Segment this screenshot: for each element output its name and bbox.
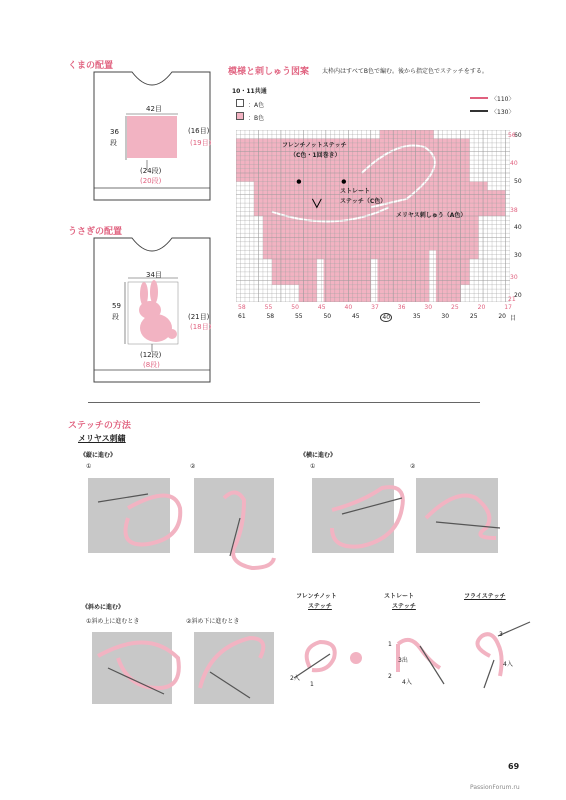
- bottom-pink-50: 50: [291, 304, 299, 311]
- ann-meriyasu: メリヤス刺しゅう（A色）: [396, 212, 467, 219]
- bottom-pink-17: 17: [504, 304, 512, 311]
- french-label-1: フレンチノット: [296, 593, 337, 600]
- bottom-black-58: 58: [266, 313, 275, 320]
- straight-1: 1: [388, 641, 392, 648]
- ann-straight-1: ストレート: [340, 188, 371, 195]
- bear-right-label-pink: (19目): [190, 139, 212, 147]
- bear-bottom-label-pink: (20段): [140, 177, 162, 185]
- chart-section-title: 模様と刺しゅう図案: [228, 67, 310, 77]
- section-divider: [88, 402, 480, 403]
- bottom-black-row: [238, 313, 506, 322]
- bottom-pink-25: 25: [451, 304, 459, 311]
- diagonal-label: 《斜めに進む》: [82, 604, 125, 611]
- knitting-chart-svg: [236, 130, 510, 302]
- horizontal-step1-illustration: [312, 478, 412, 558]
- straight-2: 2: [388, 673, 392, 680]
- vertical-step2-illustration: [194, 478, 294, 573]
- vertical-label: 《縦に進む》: [80, 452, 117, 459]
- size-110-line: [470, 97, 488, 99]
- horizontal-label: 《横に進む》: [300, 452, 337, 459]
- diagonal-up-illustration: [88, 628, 188, 708]
- right-pink-38: 38: [510, 207, 518, 214]
- size-130-line: [470, 110, 488, 112]
- right-tick-20: 20: [514, 292, 522, 299]
- stitch-subtitle: メリヤス刺繍: [78, 434, 126, 443]
- bear-height-label-2: 段: [110, 139, 117, 147]
- size-130-label: 〈130〉: [491, 109, 515, 116]
- rabbit-right-label: (21目): [188, 313, 210, 321]
- rabbit-height-label-2: 段: [112, 313, 119, 321]
- bottom-black-unit: 目: [510, 315, 517, 322]
- v-step1: ①: [86, 463, 92, 470]
- legend-b-swatch: [236, 112, 244, 120]
- legend-a-swatch: [236, 99, 244, 107]
- french-1: 1: [310, 681, 314, 688]
- v-step2: ②: [190, 463, 196, 470]
- bottom-pink-20: 20: [477, 304, 486, 311]
- h-step1: ①: [310, 463, 316, 470]
- right-tick-40: 40: [514, 224, 522, 231]
- french-label-2: ステッチ: [308, 603, 332, 610]
- chart-sizes: 10・11共通: [232, 88, 267, 95]
- rabbit-motif-silhouette: [139, 280, 177, 342]
- bottom-pink-36: 36: [397, 304, 406, 311]
- horizontal-step2-illustration: [416, 478, 516, 558]
- french-knot-illustration: [290, 628, 374, 688]
- bottom-black-55: 55: [294, 313, 303, 320]
- bottom-black-45: 45: [351, 313, 360, 320]
- bottom-pink-row: [238, 304, 512, 311]
- h-step2: ②: [410, 463, 416, 470]
- fly-4in: 4入: [503, 661, 513, 668]
- straight-3out: 3出: [398, 657, 408, 664]
- bear-height-label-1: 36: [110, 128, 119, 136]
- stitch-section-title: ステッチの方法: [68, 421, 131, 431]
- rabbit-bottom-label-pink: (8段): [143, 361, 160, 369]
- bear-bottom-label: (24段): [140, 167, 162, 175]
- bottom-pink-40: 40: [344, 304, 353, 311]
- legend-b-label: ：B色: [248, 115, 265, 122]
- right-tick-50: 50: [514, 178, 522, 185]
- chart-eye-knot: [297, 179, 301, 183]
- bear-motif-area: [127, 116, 177, 158]
- french-2in: 2入: [290, 675, 300, 682]
- bottom-pink-37: 37: [371, 304, 379, 311]
- bottom-black-35: 35: [412, 313, 421, 320]
- rabbit-bottom-label: (12段): [140, 351, 162, 359]
- size-110-label: 〈110〉: [491, 96, 515, 103]
- right-pink-30: 30: [510, 274, 518, 281]
- rabbit-height-label-1: 59: [112, 302, 121, 310]
- bottom-black-20: 20: [498, 313, 506, 320]
- bottom-black-50: 50: [323, 313, 332, 320]
- bear-section-title: くまの配置: [68, 61, 114, 71]
- rabbit-width-label: 34目: [146, 271, 162, 279]
- fly-3: 3: [499, 631, 503, 638]
- right-pink-21: 21: [508, 296, 516, 303]
- bottom-black-30: 30: [441, 313, 450, 320]
- right-pink-40: 40: [510, 160, 518, 167]
- knitting-chart: [236, 130, 510, 302]
- chart-note: 太枠内はすべてB色で編む。後から指定色でステッチをする。: [322, 68, 488, 75]
- page-number: 69: [508, 762, 520, 771]
- bottom-pink-45: 45: [317, 304, 326, 311]
- watermark: PassionForum.ru: [470, 784, 520, 791]
- bottom-pink-30: 30: [424, 304, 433, 311]
- bottom-black-61: 61: [238, 313, 246, 320]
- right-tick-60: 60: [514, 132, 522, 139]
- straight-label-1: ストレート: [384, 593, 415, 600]
- right-pink-56: 56: [508, 132, 516, 139]
- straight-4in: 4入: [402, 679, 412, 686]
- bottom-pink-55: 55: [264, 304, 273, 311]
- rabbit-section-title: うさぎの配置: [68, 227, 123, 237]
- vertical-step1-illustration: [88, 478, 188, 558]
- ann-french-1: フレンチノットステッチ: [282, 142, 347, 149]
- diag-1-label: ①斜め上に進むとき: [86, 618, 140, 625]
- fly-stitch-illustration: [470, 616, 540, 696]
- bottom-black-25: 25: [469, 313, 478, 320]
- bear-right-label: (16目): [188, 127, 210, 135]
- straight-label-2: ステッチ: [392, 603, 416, 610]
- right-tick-30: 30: [514, 252, 522, 259]
- chart-eye-knot: [342, 179, 346, 183]
- bottom-black-40: 40: [382, 314, 391, 321]
- ann-french-2: （C色・1回巻き）: [290, 152, 341, 159]
- legend-a-label: ：A色: [248, 102, 265, 109]
- rabbit-right-label-pink: (18目): [190, 323, 212, 331]
- fly-label: フライステッチ: [464, 593, 506, 600]
- diag-2-label: ②斜め下に進むとき: [186, 618, 240, 625]
- bear-width-label: 42目: [146, 105, 162, 113]
- bottom-pink-58: 58: [238, 304, 246, 311]
- diagonal-down-illustration: [190, 628, 290, 708]
- ann-straight-2: ステッチ（C色）: [340, 198, 387, 205]
